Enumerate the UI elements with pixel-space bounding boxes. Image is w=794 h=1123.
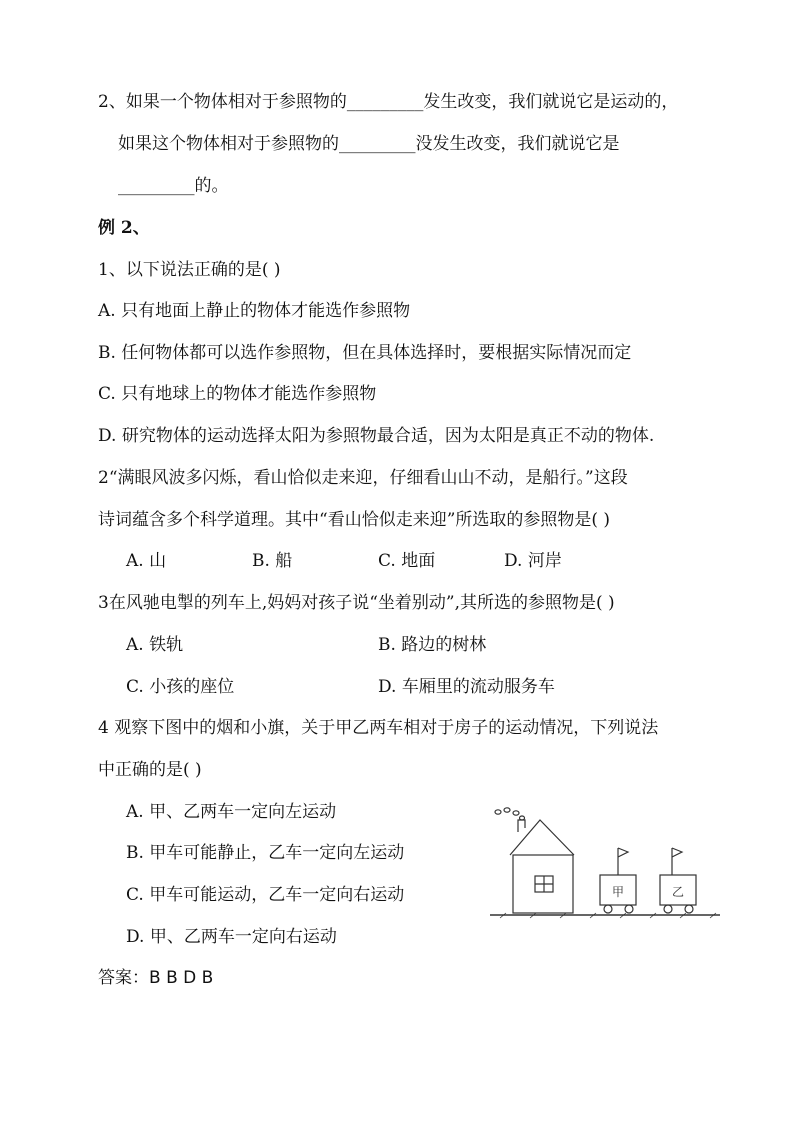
question-4-stem-line-2: 中正确的是( ) (98, 760, 202, 780)
question-4-option-a: A. 甲、乙两车一定向左运动 (126, 802, 337, 822)
cart-yi-wheel (664, 905, 672, 913)
cart-yi-wheel (685, 905, 693, 913)
house-and-carts-figure (490, 800, 720, 925)
fill-blank-line-3: _________的。 (118, 176, 229, 196)
cart-yi-flag (672, 848, 682, 857)
question-1-option-c: C. 只有地球上的物体才能选作参照物 (98, 384, 377, 404)
question-1-option-b: B. 任何物体都可以选作参照物，但在具体选择时，要根据实际情况而定 (98, 343, 632, 363)
smoke-puff (504, 808, 510, 812)
question-3-stem: 3在风驰电掣的列车上,妈妈对孩子说“坐着别动”,其所选的参照物是( ) (98, 593, 615, 613)
cart-jia-wheel (625, 905, 633, 913)
fill-blank-line-1: 2、如果一个物体相对于参照物的_________发生改变，我们就说它是运动的， (98, 92, 679, 112)
answer-line: 答案：B B D B (98, 968, 214, 988)
question-2-stem-line-2: 诗词蕴含多个科学道理。其中“看山恰似走来迎”所选取的参照物是( ) (98, 510, 611, 530)
question-2-option-c: C. 地面 (378, 551, 436, 571)
question-3-option-c: C. 小孩的座位 (126, 677, 235, 697)
cart-jia-flag (618, 848, 628, 857)
question-2-option-d: D. 河岸 (504, 551, 562, 571)
question-4-option-c: C. 甲车可能运动，乙车一定向右运动 (126, 885, 405, 905)
house-roof (510, 820, 574, 855)
cart-yi-label: 乙 (672, 885, 685, 899)
cart-jia-label: 甲 (612, 885, 625, 899)
question-2-option-b: B. 船 (252, 551, 293, 571)
question-4-stem-line-1: 4 观察下图中的烟和小旗，关于甲乙两车相对于房子的运动情况，下列说法 (98, 718, 659, 738)
chimney (518, 820, 525, 832)
question-1-option-a: A. 只有地面上静止的物体才能选作参照物 (98, 301, 411, 321)
smoke-puff (513, 811, 519, 815)
smoke-puff (495, 810, 501, 814)
fill-blank-line-2: 如果这个物体相对于参照物的_________没发生改变，我们就说它是 (118, 134, 620, 154)
example-heading: 例 2、 (98, 218, 150, 238)
question-4-option-d: D. 甲、乙两车一定向右运动 (126, 927, 337, 947)
question-4-option-b: B. 甲车可能静止，乙车一定向左运动 (126, 843, 405, 863)
cart-jia-wheel (604, 905, 612, 913)
question-1-option-d: D. 研究物体的运动选择太阳为参照物最合适，因为太阳是真正不动的物体. (98, 426, 655, 446)
question-3-option-a: A. 铁轨 (126, 635, 184, 655)
question-2-stem-line-1: 2“满眼风波多闪烁，看山恰似走来迎，仔细看山山不动，是船行。”这段 (98, 468, 628, 488)
question-3-option-d: D. 车厢里的流动服务车 (378, 677, 555, 697)
question-3-option-b: B. 路边的树林 (378, 635, 487, 655)
question-1-stem: 1、以下说法正确的是( ) (98, 260, 281, 280)
question-2-option-a: A. 山 (126, 551, 167, 571)
